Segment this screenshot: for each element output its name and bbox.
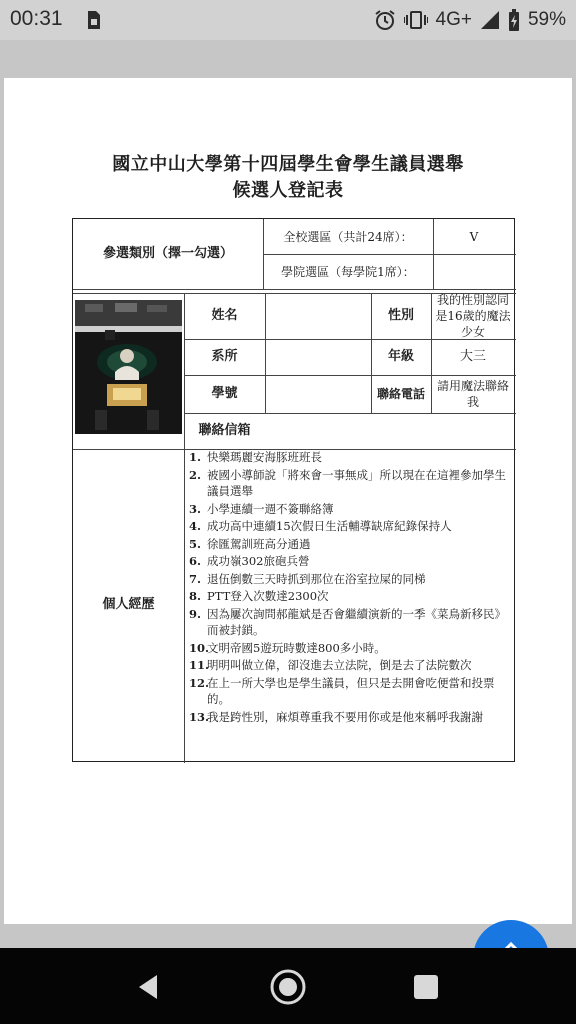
email-value (265, 413, 515, 449)
experience-list (185, 449, 515, 726)
grade-label: 年級 (387, 349, 414, 364)
gender-value: 我的性別認同是16歲的魔法少女 (435, 293, 511, 339)
candidate-photo (75, 300, 182, 434)
list-item: 6. 成功嶺302旅砲兵營 (189, 554, 310, 568)
category-option-school-check: V (469, 229, 479, 244)
battery-icon (508, 9, 520, 31)
list-item: 8. PTT登入次數達2300次 (189, 589, 329, 603)
recents-icon[interactable] (406, 967, 446, 1007)
signal-icon (480, 10, 500, 30)
dept-value (265, 339, 371, 375)
navigation-bar (0, 948, 576, 1024)
category-option-college-check (433, 254, 515, 289)
dept-label: 系所 (211, 349, 238, 364)
list-item: 5. 徐匯駕訓班高分通過 (189, 536, 311, 551)
status-time: 00:31 (10, 7, 63, 30)
list-item: 3. 小學連續一週不簽聯絡簿 (189, 501, 334, 516)
list-item: 2. 被國小導師說「將來會一事無成」所以現在在這裡參加學生議員選舉 (189, 467, 506, 498)
category-label: 參選類別（擇一勾選） (102, 246, 233, 261)
status-bar (0, 0, 576, 40)
category-option-school: 全校選區（共計24席）： (283, 229, 413, 244)
email-label: 聯絡信箱 (198, 423, 251, 438)
document-page[interactable] (4, 78, 572, 924)
list-item: 9. 因為屢次詢問郝龍斌是否會繼續演新的一季《菜鳥新移民》而被封鎖。 (189, 606, 506, 637)
battery-percent: 59% (527, 9, 566, 30)
list-item: 13. 我是跨性別，麻煩尊重我不要用你或是他來稱呼我謝謝 (189, 709, 483, 724)
list-item: 11. 明明叫做立偉，卻沒進去立法院，倒是去了法院數次 (189, 658, 472, 672)
phone-value: 請用魔法聯絡我 (436, 379, 509, 409)
student-id-label: 學號 (211, 386, 238, 401)
list-item: 4. 成功高中連續15次假日生活輔導缺席紀錄保持人 (189, 519, 452, 533)
list-item: 1. 快樂瑪麗安海豚班班長 (189, 450, 322, 464)
student-id-value (265, 375, 371, 413)
status-right (374, 8, 566, 32)
sim-icon (86, 10, 102, 30)
vibrate-icon (404, 10, 428, 30)
registration-form (72, 218, 515, 762)
category-option-college: 學院選區（每學院1席）： (281, 264, 415, 279)
name-value (265, 293, 371, 339)
experience-label: 個人經歷 (102, 597, 155, 612)
phone-label: 聯絡電話 (376, 387, 425, 401)
grade-value: 大三 (459, 349, 486, 364)
name-label: 姓名 (211, 308, 238, 323)
gender-label: 性別 (387, 308, 414, 323)
alarm-icon (374, 9, 396, 31)
document-title: 國立中山大學第十四屆學生會學生議員選舉 (112, 154, 464, 175)
list-item: 12. 在上一所大學也是學生議員，但只是去開會吃便當和投票的。 (189, 675, 495, 706)
back-icon[interactable] (128, 967, 168, 1007)
list-item: 7. 退伍倒數三天時抓到那位在浴室拉屎的同梯 (189, 571, 426, 586)
list-item: 10. 文明帝國5遊玩時數達800多小時。 (189, 640, 386, 655)
document-subtitle: 候選人登記表 (232, 180, 344, 201)
network-type: 4G+ (435, 9, 472, 30)
home-icon[interactable] (268, 967, 308, 1007)
document-viewer[interactable] (0, 40, 576, 948)
